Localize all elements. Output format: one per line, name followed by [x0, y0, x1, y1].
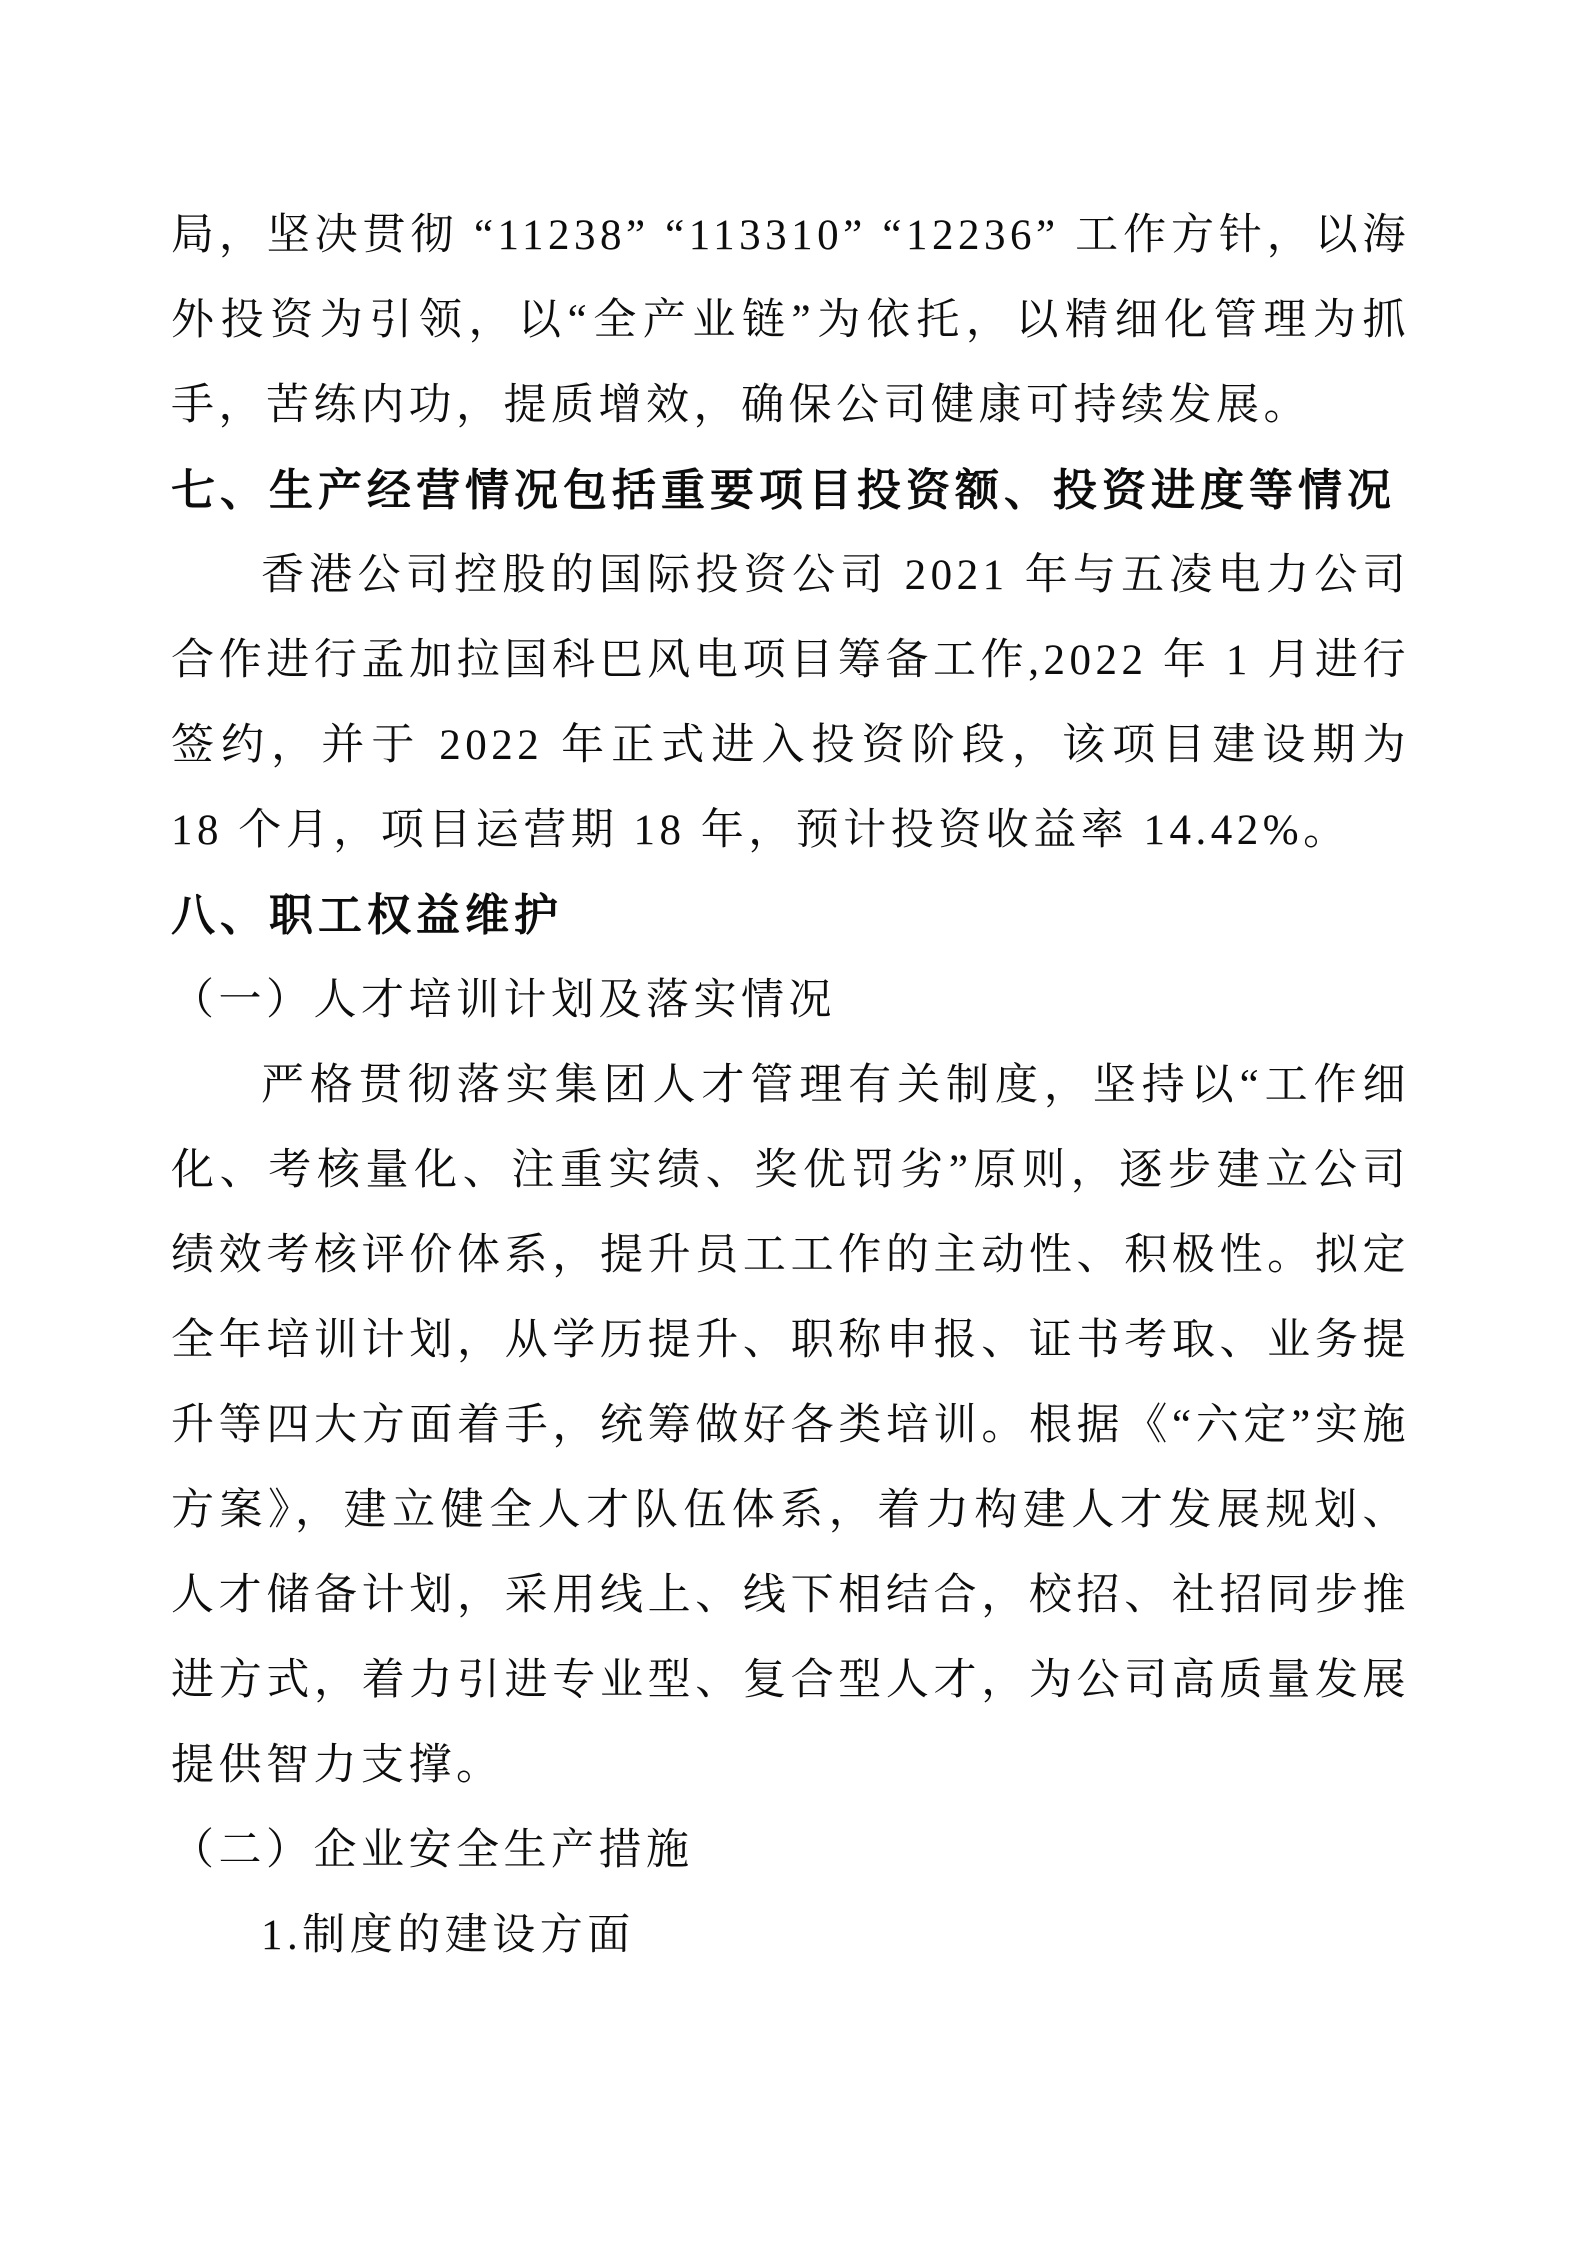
paragraph-policy-continuation: 局，坚决贯彻 “11238” “113310” “12236” 工作方针，以海外投资为引领，以“全产业链”为依托，以精细化管理为抓手，苦练内功，提质增效，确保公司健康可持续发展。	[171, 212, 1410, 429]
paragraph-investment-project: 香港公司控股的国际投资公司 2021 年与五凌电力公司合作进行孟加拉国科巴风电项目筹备工作,2022 年 1 月进行签约，并于 2022 年正式进入投资阶段，该项目建设期为 18 个月，项目运营期 18 年，预计投资收益率 14.42%。	[171, 552, 1410, 854]
paragraph-system-construction: 1.制度的建设方面	[261, 1912, 635, 1959]
subheading-1-talent-training: （一）人才培训计划及落实情况	[171, 977, 836, 1024]
section-heading-8-employee-rights: 八、职工权益维护	[171, 891, 563, 940]
section-heading-7-production-operations: 七、生产经营情况包括重要项目投资额、投资进度等情况	[171, 466, 1396, 515]
subheading-2-production-safety: （二）企业安全生产措施	[171, 1827, 694, 1874]
paragraph-talent-training-details: 严格贯彻落实集团人才管理有关制度，坚持以“工作细化、考核量化、注重实绩、奖优罚劣”原则，逐步建立公司绩效考核评价体系，提升员工工作的主动性、积极性。拟定全年培训计划，从学历提升、职称申报、证书考取、业务提升等四大方面着手，统筹做好各类培训。根据《“六定”实施方案》，建立健全人才队伍体系，着力构建人才发展规划、人才储备计划，采用线上、线下相结合，校招、社招同步推进方式，着力引进专业型、复合型人才，为公司高质量发展提供智力支撑。	[171, 1062, 1410, 1789]
